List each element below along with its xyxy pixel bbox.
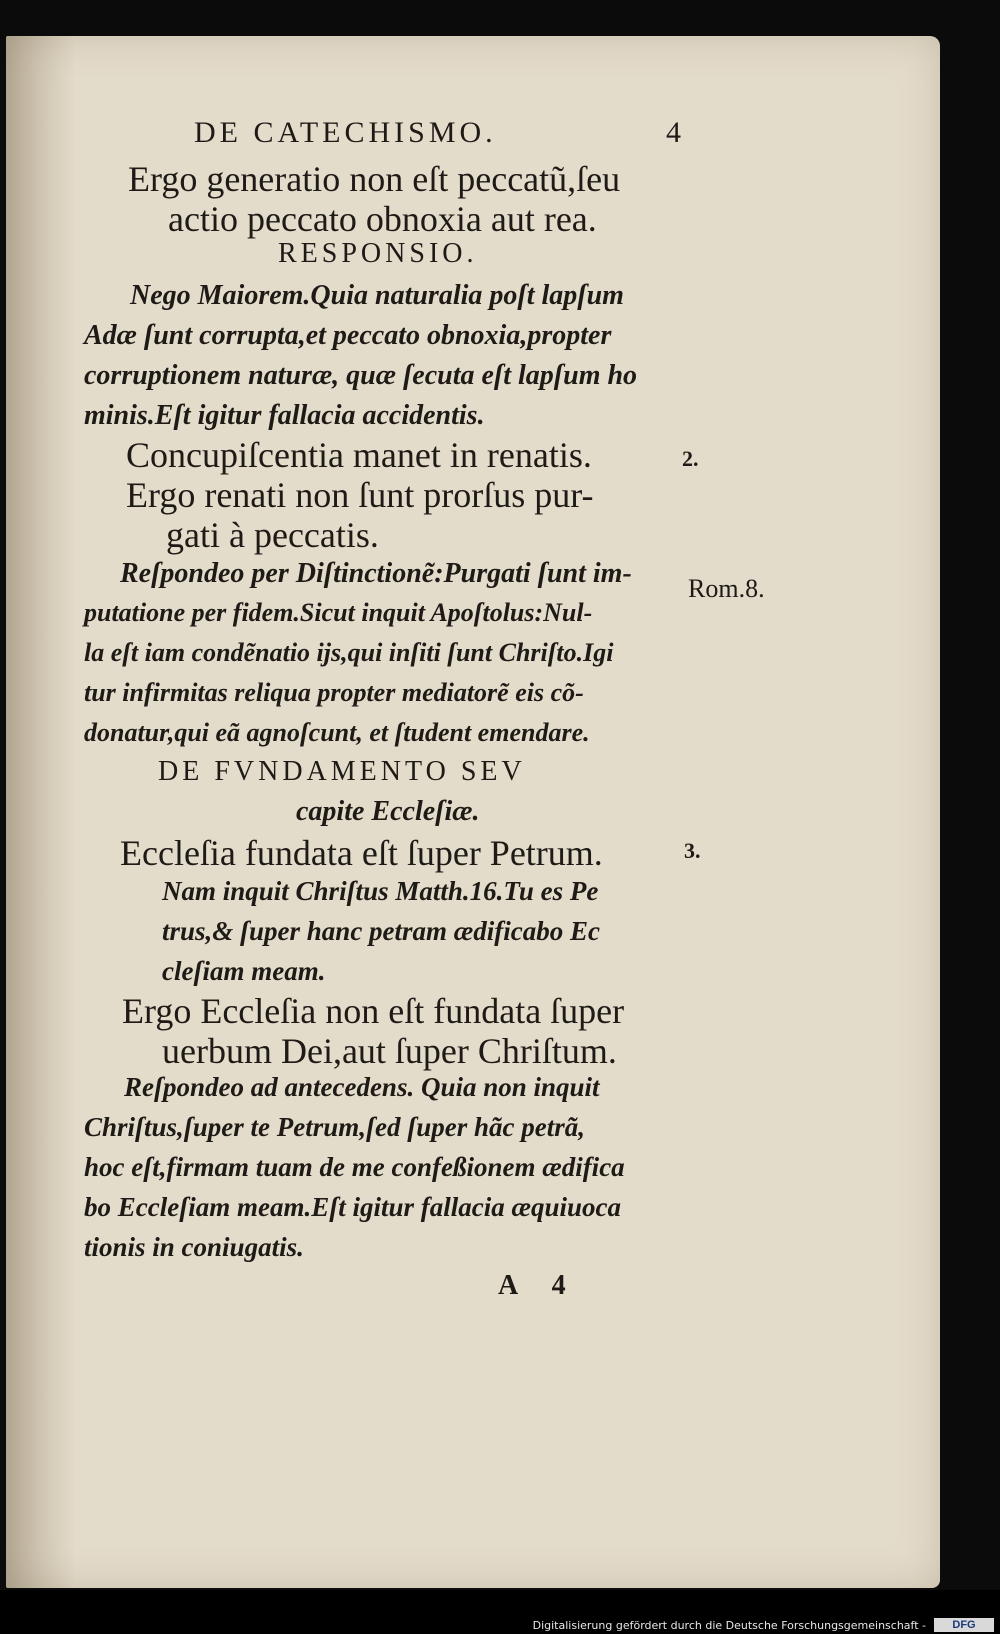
margin-note: Rom.8.	[688, 574, 765, 603]
book-page	[6, 36, 940, 1588]
text-line: Nego Maiorem.Quia naturalia poſt lapſum	[130, 280, 624, 311]
text-line: actio peccato obnoxia aut rea.	[168, 199, 597, 239]
text-line: bo Eccleſiam meam.Eſt igitur fallacia æquiuoca	[84, 1192, 621, 1222]
text-line: hoc eſt,firmam tuam de me confeßionem ædifica	[84, 1152, 625, 1182]
margin-note: 3.	[684, 838, 701, 863]
text-line: putatione per fidem.Sicut inquit Apoſtolus:Nul-	[84, 598, 593, 627]
text-line: tur infirmitas reliqua propter mediatorẽ eis cõ-	[84, 678, 584, 707]
text-line: corruptionem naturæ, quæ ſecuta eſt lapſum ho	[84, 360, 638, 391]
page-number: 4	[666, 116, 685, 149]
margin-note: 2.	[682, 446, 699, 471]
text-line: minis.Eſt igitur fallacia accidentis.	[84, 400, 485, 431]
section-subheading: capite Eccleſiæ.	[296, 796, 480, 827]
text-line: Nam inquit Chriſtus Matth.16.Tu es Pe	[162, 876, 599, 906]
signature-mark: A 4	[498, 1270, 580, 1301]
text-line: trus,& ſuper hanc petram ædificabo Ec	[162, 916, 601, 946]
dfg-logo: DFG	[934, 1618, 994, 1632]
text-line: Ergo renati non ſunt prorſus pur-	[126, 475, 594, 515]
text-line: Adæ ſunt corrupta,et peccato obnoxia,propter	[84, 320, 612, 351]
text-line: Ergo generatio non eſt peccatũ,ſeu	[128, 159, 621, 199]
text-line: Eccleſia fundata eſt ſuper Petrum.	[120, 833, 603, 873]
section-heading: RESPONSIO.	[278, 238, 478, 269]
running-head-title: DE CATECHISMO.	[194, 116, 497, 149]
section-heading: DE FVNDAMENTO SEV	[158, 756, 526, 787]
footer-credit: Digitalisierung gefördert durch die Deutsche Forschungsgemeinschaft -	[532, 1619, 926, 1632]
text-line: donatur,qui eã agnoſcunt, et ſtudent emendare.	[84, 718, 590, 747]
text-line: Reſpondeo per Diſtinctionẽ:Purgati ſunt im-	[120, 558, 632, 589]
text-line: Reſpondeo ad antecedens. Quia non inquit	[124, 1072, 600, 1102]
text-line: Chriſtus,ſuper te Petrum,ſed ſuper hãc petrã,	[84, 1112, 586, 1142]
text-line: uerbum Dei,aut ſuper Chriſtum.	[162, 1031, 617, 1071]
text-line: la eſt iam condẽnatio ijs,qui inſiti ſunt Chriſto.Igi	[84, 638, 614, 667]
text-line: Concupiſcentia manet in renatis.	[126, 435, 592, 475]
text-line: cleſiam meam.	[162, 956, 326, 986]
footer-bar	[0, 1590, 1000, 1634]
text-line: Ergo Eccleſia non eſt fundata ſuper	[122, 991, 625, 1031]
text-line: tionis in coniugatis.	[84, 1232, 304, 1262]
text-line: gati à peccatis.	[166, 515, 379, 555]
